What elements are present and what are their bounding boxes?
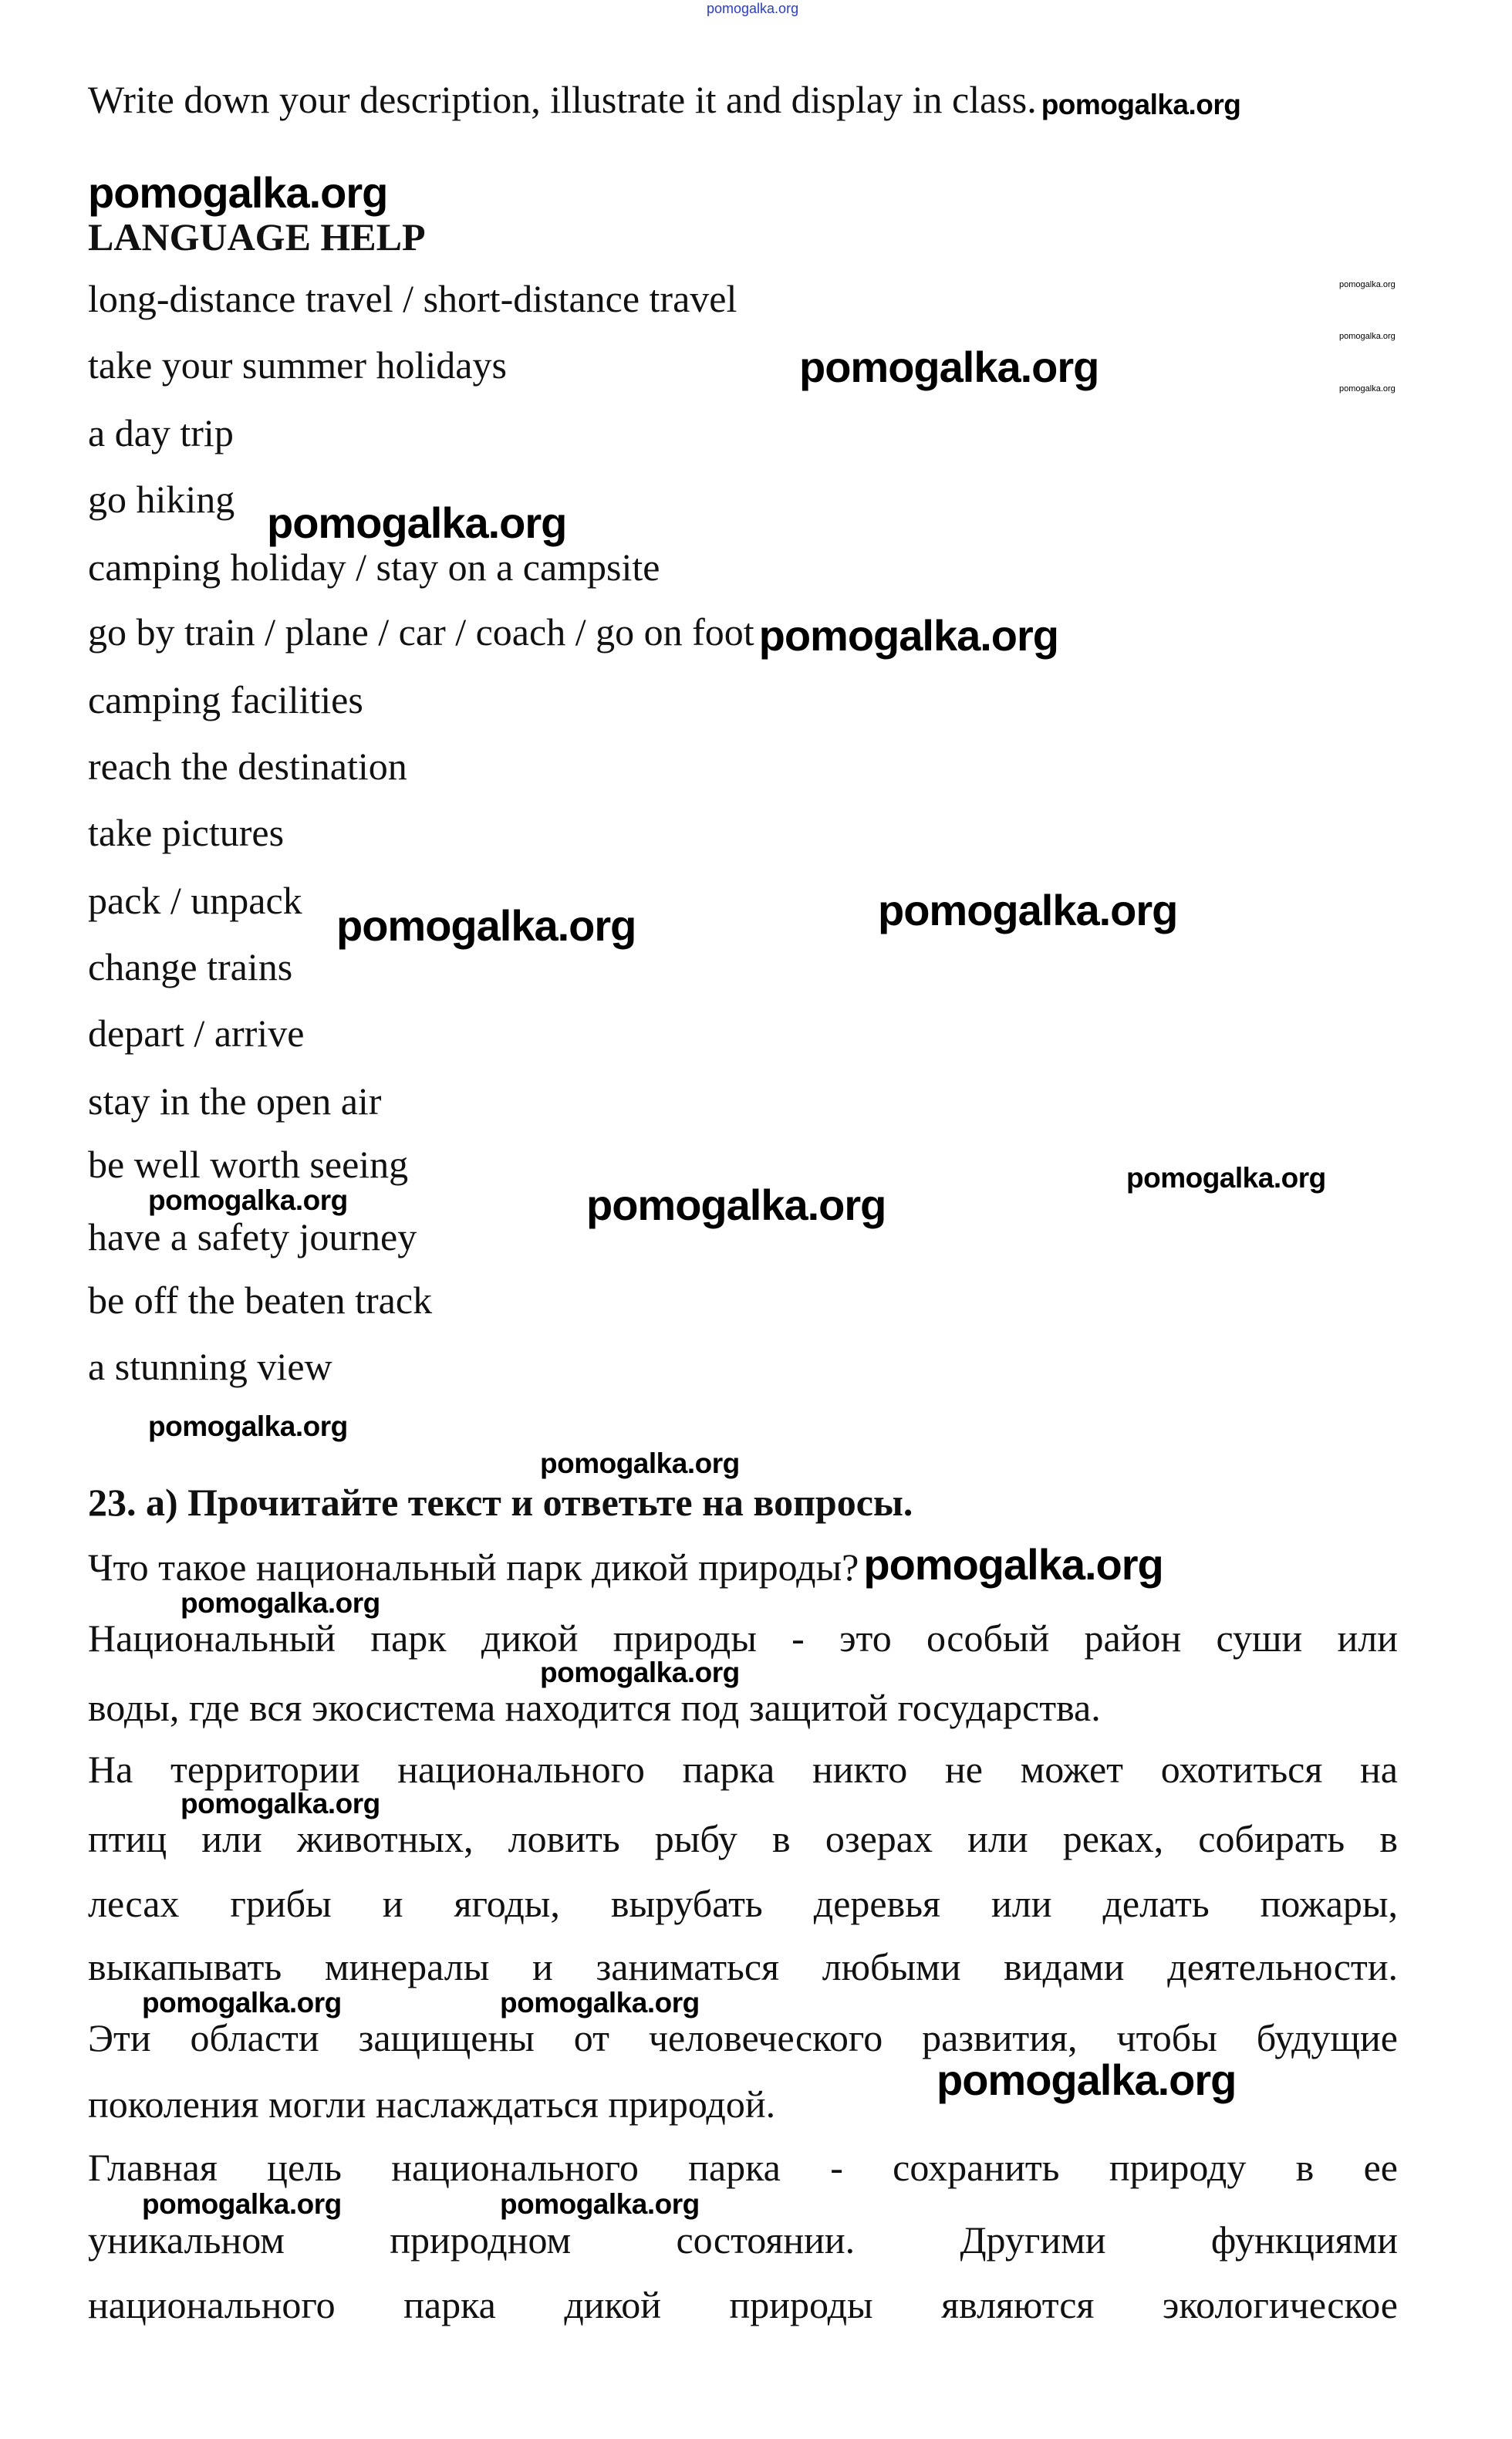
watermark[interactable]: pomogalka.org (500, 2188, 700, 2220)
phrase-item: be well worth seeing (88, 1143, 409, 1186)
phrase-item: go by train / plane / car / coach / go on foot (88, 610, 754, 654)
watermark[interactable]: pomogalka.org (540, 1448, 740, 1479)
watermark[interactable]: pomogalka.org (799, 343, 1099, 391)
text-line: птиц или животных, ловить рыбу в озерах или реках, собирать в (88, 1817, 1398, 1860)
phrase-item: pack / unpack (88, 879, 302, 922)
watermark[interactable]: pomogalka.org (267, 498, 567, 547)
phrase-item: go hiking (88, 478, 235, 521)
intro-text: Write down your description, illustrate it and display in class. (88, 78, 1037, 121)
phrase-item: camping facilities (88, 678, 363, 721)
watermark[interactable]: pomogalka.org (863, 1540, 1163, 1589)
phrase-item: a stunning view (88, 1345, 332, 1388)
question-row (88, 1540, 1163, 1589)
language-help-title: LANGUAGE HELP (88, 215, 426, 258)
intro-row (88, 80, 1240, 119)
phrase-item: have a safety journey (88, 1215, 417, 1258)
phrase-item: change trains (88, 945, 293, 988)
text-line: уникальном природном состоянии. Другими функциями (88, 2218, 1398, 2262)
watermark[interactable]: pomogalka.org (1339, 384, 1396, 394)
watermark[interactable]: pomogalka.org (148, 1410, 348, 1442)
phrase-item: a day trip (88, 411, 234, 454)
text-line: лесах грибы и ягоды, вырубать деревья или делать пожары, (88, 1882, 1398, 1925)
watermark[interactable]: pomogalka.org (586, 1181, 886, 1229)
watermark[interactable]: pomogalka.org (142, 2188, 342, 2220)
watermark[interactable]: pomogalka.org (1339, 332, 1396, 341)
phrase-item: camping holiday / stay on a campsite (88, 546, 660, 589)
phrase-item: take pictures (88, 811, 285, 854)
watermark[interactable]: pomogalka.org (1041, 89, 1241, 120)
text-line: Эти области защищены от человеческого развития, чтобы будущие (88, 2016, 1398, 2059)
watermark[interactable]: pomogalka.org (1339, 280, 1396, 289)
phrase-item: be off the beaten track (88, 1279, 433, 1322)
watermark[interactable]: pomogalka.org (878, 886, 1178, 934)
phrase-item: long-distance travel / short-distance travel (88, 277, 737, 320)
text-line: Национальный парк дикой природы - это особый район суши или (88, 1616, 1398, 1660)
watermark[interactable]: pomogalka.org (540, 1657, 740, 1688)
phrase-item: reach the destination (88, 745, 407, 788)
text-line: На территории национального парка никто не может охотиться на (88, 1748, 1398, 1791)
text-line: национального парка дикой природы являются экологическое (88, 2283, 1398, 2326)
watermark[interactable]: pomogalka.org (181, 1788, 380, 1819)
text-line: поколения могли наслаждаться природой. (88, 2083, 776, 2126)
exercise-question: Что такое национальный парк дикой природы? (88, 1545, 859, 1589)
watermark[interactable]: pomogalka.org (336, 901, 636, 950)
watermark[interactable]: pomogalka.org (500, 1987, 700, 2018)
text-line: Главная цель национального парка - сохранить природу в ее (88, 2146, 1398, 2189)
watermark[interactable]: pomogalka.org (758, 611, 1059, 660)
watermark[interactable]: pomogalka.org (181, 1587, 380, 1619)
watermark[interactable]: pomogalka.org (88, 168, 388, 217)
phrase-item: depart / arrive (88, 1012, 305, 1055)
text-line: выкапывать минералы и заниматься любыми видами деятельности. (88, 1945, 1398, 1988)
watermark[interactable]: pomogalka.org (937, 2056, 1237, 2104)
text-line: воды, где вся экосистема находится под защитой государства. (88, 1686, 1101, 1729)
phrase-row (88, 610, 1059, 660)
watermark[interactable]: pomogalka.org (707, 1, 799, 16)
phrase-item: stay in the open air (88, 1079, 382, 1123)
phrase-item: take your summer holidays (88, 343, 507, 387)
watermark[interactable]: pomogalka.org (142, 1987, 342, 2018)
watermark[interactable]: pomogalka.org (1126, 1162, 1326, 1194)
watermark[interactable]: pomogalka.org (148, 1184, 348, 1216)
exercise-title: 23. а) Прочитайте текст и ответьте на вопросы. (88, 1481, 913, 1524)
